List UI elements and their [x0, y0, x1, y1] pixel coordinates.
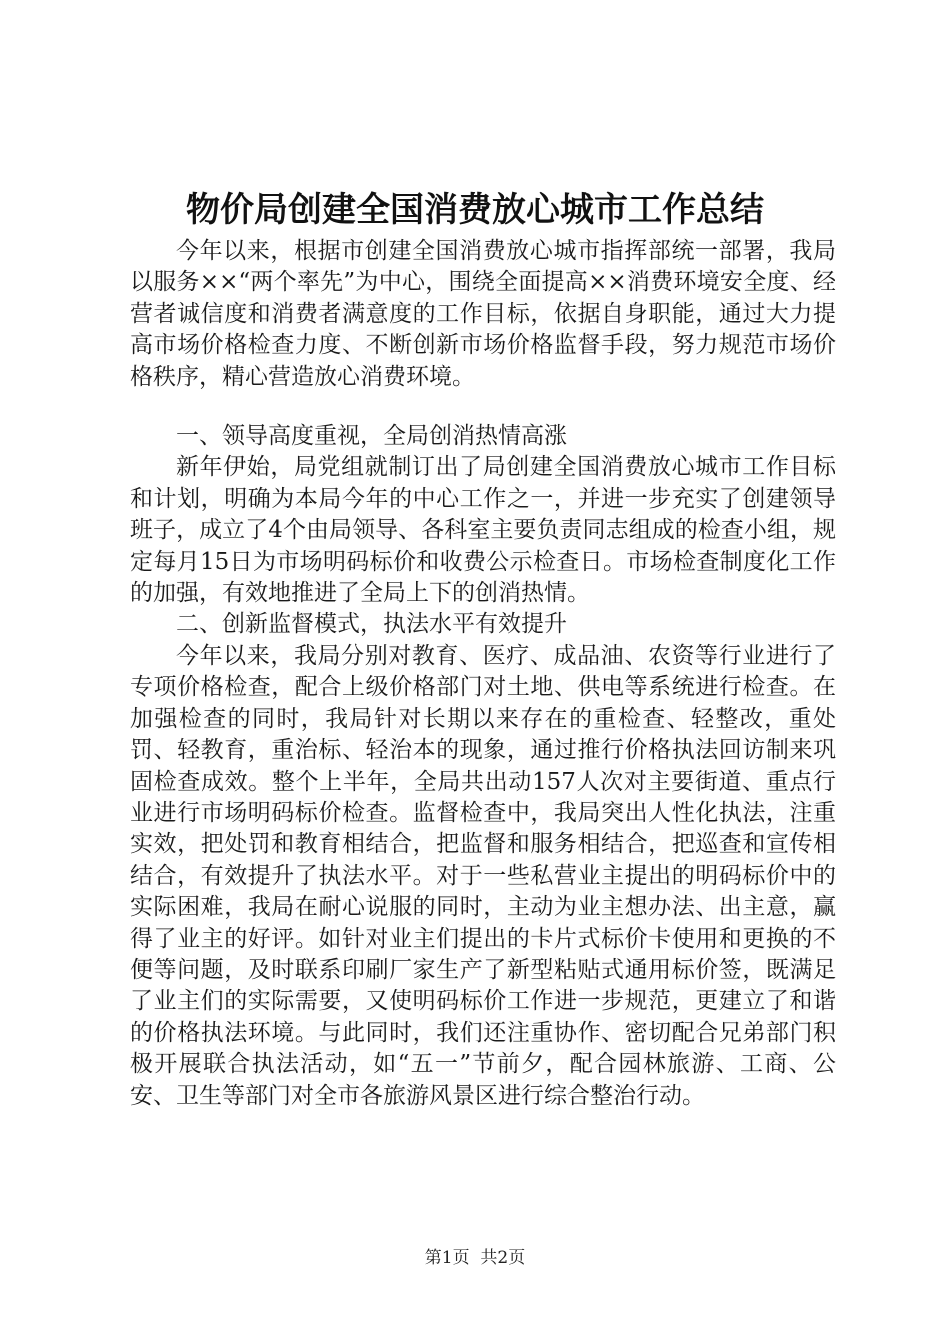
- section-heading-2: 二、创新监督模式，执法水平有效提升: [176, 611, 567, 638]
- document-body: [130, 236, 836, 1112]
- section-heading-1: 一、领导高度重视，全局创消热情高涨: [176, 423, 567, 450]
- page-footer: [0, 1247, 950, 1269]
- document-title: 物价局创建全国消费放心城市工作总结: [186, 190, 764, 230]
- section-2-paragraph: 今年以来，我局分别对教育、医疗、成品油、农资等行业进行了专项价格检查，配合上级价格部门对土地、供电等系统进行检查。在加强检查的同时，我局针对长期以来存在的重检查、轻整改，重处罚、轻教育，重治标、轻治本的现象，通过推行价格执法回访制来巩固检查成效。整个上半年，全局共出动157人次对主要街道、重点行业进行市场明码标价检查。监督检查中，我局突出人性化执法，注重实效，把处罚和教育相结合，把监督和服务相结合，把巡查和宣传相结合，有效提升了执法水平。对于一些私营业主提出的明码标价中的实际困难，我局在耐心说服的同时，主动为业主想办法、出主意，赢得了业主的好评。如针对业主们提出的卡片式标价卡使用和更换的不便等问题，及时联系印刷厂家生产了新型粘贴式通用标价签，既满足了业主们的实际需要，又使明码标价工作进一步规范，更建立了和谐的价格执法环境。与此同时，我们还注重协作、密切配合兄弟部门积极开展联合执法活动，如“五一”节前夕，配合园林旅游、工商、公安、卫生等部门对全市各旅游风景区进行综合整治行动。: [130, 642, 836, 1109]
- page-total: 共2页: [480, 1248, 526, 1268]
- intro-paragraph: 今年以来，根据市创建全国消费放心城市指挥部统一部署，我局以服务××“两个率先”为中心，围绕全面提高××消费环境安全度、经营者诚信度和消费者满意度的工作目标，依据自身职能，通过大力提高市场价格检查力度、不断创新市场价格监督手段，努力规范市场价格秩序，精心营造放心消费环境。: [130, 238, 836, 390]
- section-1-paragraph: 新年伊始，局党组就制订出了局创建全国消费放心城市工作目标和计划，明确为本局今年的中心工作之一，并进一步充实了创建领导班子，成立了4个由局领导、各科室主要负责同志组成的检查小组，规定每月15日为市场明码标价和收费公示检查日。市场检查制度化工作的加强，有效地推进了全局上下的创消热情。: [130, 454, 836, 607]
- page-number: 第1页: [424, 1248, 470, 1268]
- footer-spacer: [470, 1248, 481, 1268]
